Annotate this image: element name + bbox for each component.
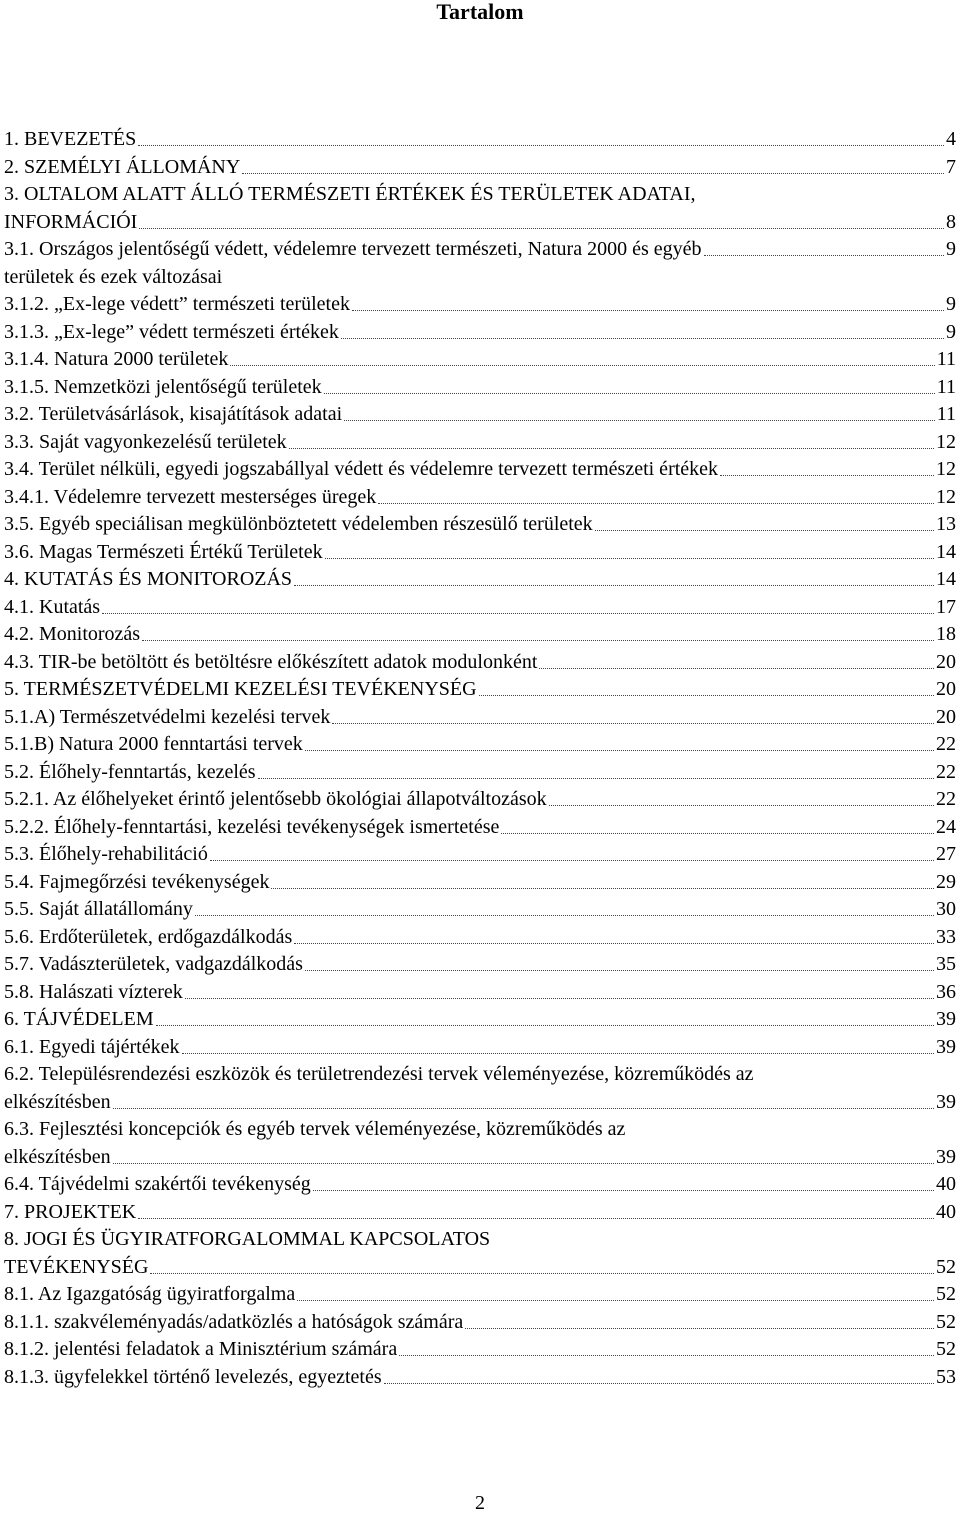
dot-leader xyxy=(138,1218,934,1219)
toc-entry[interactable] xyxy=(4,594,956,622)
toc-entry-title: 3.4.1. Védelemre tervezett mesterséges üregek xyxy=(4,485,377,508)
toc-entry-title: 2. SZEMÉLYI ÁLLOMÁNY xyxy=(4,155,241,178)
toc-entry-title: 3.1.4. Natura 2000 területek xyxy=(4,348,229,370)
toc-entry[interactable] xyxy=(4,1116,956,1171)
toc-entry-page: 39 xyxy=(936,1035,956,1058)
dot-leader xyxy=(242,173,944,174)
dot-leader xyxy=(297,1300,934,1301)
toc-entry-page: 14 xyxy=(936,568,956,590)
dot-leader xyxy=(313,1190,934,1191)
toc-entry-page: 33 xyxy=(936,925,956,948)
toc-entry-title: 8.1.2. jelentési feladatok a Minisztérium számára xyxy=(4,1338,398,1360)
toc-entry[interactable] xyxy=(4,731,956,759)
toc-entry-title: 5.5. Saját állatállomány xyxy=(4,898,193,920)
toc-entry[interactable] xyxy=(4,539,956,567)
dot-leader xyxy=(384,1383,934,1384)
dot-leader xyxy=(549,805,934,806)
toc-entry-title: 8.1.1. szakvéleményadás/adatközlés a hatóságok számára xyxy=(4,1310,464,1333)
toc-entry-title: 4.3. TIR-be betöltött és betöltésre előkészített adatok modulonként xyxy=(4,650,538,673)
toc-entry[interactable] xyxy=(4,704,956,732)
toc-entry-page: 14 xyxy=(936,540,956,563)
toc-entry-page: 20 xyxy=(936,678,956,700)
toc-entry[interactable] xyxy=(4,346,956,374)
dot-leader xyxy=(399,1355,934,1356)
toc-entry[interactable] xyxy=(4,621,956,649)
toc-entry-title-continued: területek és ezek változásai xyxy=(4,265,223,288)
toc-entry-title: 3.1.3. „Ex-lege” védett természeti értékek xyxy=(4,320,339,343)
toc-entry-page: 20 xyxy=(936,650,956,673)
dot-leader xyxy=(142,640,934,641)
toc-entry-page: 18 xyxy=(936,623,956,645)
toc-entry-page: 30 xyxy=(936,898,956,920)
toc-entry-page: 17 xyxy=(936,595,956,618)
toc-entry[interactable] xyxy=(4,429,956,457)
toc-entry-title: 5.4. Fajmegőrzési tevékenységek xyxy=(4,870,270,893)
dot-leader xyxy=(704,255,945,256)
toc-entry[interactable] xyxy=(4,456,956,484)
toc-entry[interactable] xyxy=(4,1171,956,1199)
toc-entry-page: 11 xyxy=(936,375,956,398)
toc-entry-page: 52 xyxy=(936,1310,956,1333)
toc-entry-page: 22 xyxy=(936,788,956,810)
toc-entry[interactable] xyxy=(4,374,956,402)
toc-entry-title: 4. KUTATÁS ÉS MONITOROZÁS xyxy=(4,568,293,590)
toc-entry[interactable] xyxy=(4,1336,956,1364)
toc-entry-page: 24 xyxy=(936,815,956,838)
toc-entry-title: 5.2.1. Az élőhelyeket érintő jelentősebb ökológiai állapotváltozások xyxy=(4,788,547,810)
toc-entry-page: 12 xyxy=(936,485,956,508)
dot-leader xyxy=(501,833,934,834)
dot-leader xyxy=(294,585,934,586)
dot-leader xyxy=(113,1108,934,1109)
dot-leader xyxy=(352,310,944,311)
toc-entry-title: 3.1.5. Nemzetközi jelentőségű területek xyxy=(4,375,322,398)
toc-entry-title: 5.7. Vadászterületek, vadgazdálkodás xyxy=(4,953,303,975)
toc-entry[interactable] xyxy=(4,869,956,897)
toc-entry-title: 8.1.3. ügyfelekkel történő levelezés, egyeztetés xyxy=(4,1365,382,1388)
toc-entry-page: 39 xyxy=(936,1090,956,1113)
toc-entry-title-continued: elkészítésben xyxy=(4,1090,111,1113)
dot-leader xyxy=(185,998,934,999)
toc-entry-page: 22 xyxy=(936,760,956,783)
toc-entry-title: 8. JOGI ÉS ÜGYIRATFORGALOMMAL KAPCSOLATOS xyxy=(4,1228,491,1250)
toc-entry[interactable] xyxy=(4,841,956,869)
toc-entry-page: 20 xyxy=(936,705,956,728)
toc-entry-title: 6.1. Egyedi tájértékek xyxy=(4,1035,180,1058)
dot-leader xyxy=(465,1328,934,1329)
page-title: Tartalom xyxy=(436,0,524,24)
toc-entry-title: 1. BEVEZETÉS xyxy=(4,128,137,150)
toc-entry-title-continued: TEVÉKENYSÉG xyxy=(4,1255,149,1278)
toc-entry-title: 5.2. Élőhely-fenntartás, kezelés xyxy=(4,760,256,783)
toc-entry[interactable] xyxy=(4,676,956,704)
toc-entry-title: 3.6. Magas Természeti Értékű Területek xyxy=(4,540,323,563)
toc-entry-page: 9 xyxy=(946,238,956,260)
toc-entry[interactable] xyxy=(4,566,956,594)
toc-entry-page: 11 xyxy=(936,348,956,370)
toc-entry[interactable] xyxy=(4,1309,956,1337)
dot-leader xyxy=(341,338,944,339)
toc-entry-page: 11 xyxy=(936,403,956,425)
toc-entry-page: 52 xyxy=(936,1255,956,1278)
toc-entry[interactable] xyxy=(4,1281,956,1309)
toc-entry-page: 8 xyxy=(946,210,956,233)
dot-leader xyxy=(195,915,934,916)
toc-entry[interactable] xyxy=(4,181,956,236)
toc-entry-title: 5.1.B) Natura 2000 fenntartási tervek xyxy=(4,733,303,755)
toc-entry[interactable] xyxy=(4,1061,956,1116)
toc-entry-title: 5.8. Halászati vízterek xyxy=(4,980,183,1003)
toc-entry-title: 5.6. Erdőterületek, erdőgazdálkodás xyxy=(4,925,293,948)
dot-leader xyxy=(332,723,934,724)
toc-entry[interactable] xyxy=(4,924,956,952)
table-of-contents xyxy=(4,126,956,1391)
dot-leader xyxy=(271,888,934,889)
toc-entry[interactable] xyxy=(4,1199,956,1227)
toc-entry-title: 3.3. Saját vagyonkezelésű területek xyxy=(4,430,287,453)
toc-entry[interactable] xyxy=(4,759,956,787)
toc-entry-page: 36 xyxy=(936,980,956,1003)
dot-leader xyxy=(138,145,944,146)
toc-entry[interactable] xyxy=(4,319,956,347)
toc-entry[interactable] xyxy=(4,1226,956,1281)
dot-leader xyxy=(289,448,934,449)
dot-leader xyxy=(378,503,934,504)
toc-entry-page: 13 xyxy=(936,513,956,535)
toc-entry-title: 7. PROJEKTEK xyxy=(4,1200,137,1223)
dot-leader xyxy=(344,420,935,421)
toc-entry-page: 35 xyxy=(936,953,956,975)
toc-entry-title: 6.3. Fejlesztési koncepciók és egyéb tervek véleményezése, közreműködés az xyxy=(4,1118,626,1140)
toc-entry[interactable] xyxy=(4,484,956,512)
dot-leader xyxy=(113,1163,934,1164)
toc-entry[interactable] xyxy=(4,126,956,154)
dot-leader xyxy=(102,613,934,614)
dot-leader xyxy=(324,393,935,394)
toc-entry-page: 52 xyxy=(936,1338,956,1360)
toc-entry[interactable] xyxy=(4,154,956,182)
dot-leader xyxy=(150,1273,934,1274)
toc-entry[interactable] xyxy=(4,649,956,677)
toc-entry-page: 9 xyxy=(946,293,956,315)
toc-entry[interactable] xyxy=(4,979,956,1007)
toc-entry[interactable] xyxy=(4,1006,956,1034)
dot-leader xyxy=(325,558,934,559)
toc-entry-title: 5.1.A) Természetvédelmi kezelési tervek xyxy=(4,705,331,728)
dot-leader xyxy=(720,475,934,476)
toc-entry-title: 4.1. Kutatás xyxy=(4,595,101,618)
toc-entry-page: 52 xyxy=(936,1283,956,1305)
dot-leader xyxy=(230,365,934,366)
toc-entry[interactable] xyxy=(4,1364,956,1392)
toc-entry-title: 3. OLTALOM ALATT ÁLLÓ TERMÉSZETI ÉRTÉKEK ÉS TERÜLETEK ADATAI, xyxy=(4,183,696,205)
page-number: 2 xyxy=(475,1492,485,1514)
toc-entry[interactable] xyxy=(4,814,956,842)
toc-entry-title-continued: INFORMÁCIÓI xyxy=(4,210,138,233)
toc-entry-page: 12 xyxy=(936,458,956,480)
toc-entry-title: 5.3. Élőhely-rehabilitáció xyxy=(4,843,208,865)
dot-leader xyxy=(305,750,934,751)
dot-leader xyxy=(595,530,934,531)
dot-leader xyxy=(479,695,934,696)
toc-entry-page: 22 xyxy=(936,733,956,755)
dot-leader xyxy=(539,668,934,669)
toc-entry-page: 39 xyxy=(936,1145,956,1168)
toc-entry-title: 3.1. Országos jelentőségű védett, védelemre tervezett természeti, Natura 2000 és egyéb xyxy=(4,238,702,260)
toc-entry-page: 29 xyxy=(936,870,956,893)
dot-leader xyxy=(305,970,934,971)
toc-entry-title: 6.2. Településrendezési eszközök és területrendezési tervek véleményezése, közreműködés az xyxy=(4,1063,754,1085)
toc-entry-page: 12 xyxy=(936,430,956,453)
toc-entry[interactable] xyxy=(4,511,956,539)
dot-leader xyxy=(258,778,934,779)
toc-entry-title: 6.4. Tájvédelmi szakértői tevékenység xyxy=(4,1173,311,1195)
toc-entry[interactable] xyxy=(4,896,956,924)
toc-entry[interactable] xyxy=(4,786,956,814)
toc-entry-title: 3.5. Egyéb speciálisan megkülönböztetett védelemben részesülő területek xyxy=(4,513,593,535)
toc-entry[interactable] xyxy=(4,401,956,429)
toc-entry-title: 8.1. Az Igazgatóság ügyiratforgalma xyxy=(4,1283,296,1305)
toc-entry-title: 3.2. Területvásárlások, kisajátítások adatai xyxy=(4,403,343,425)
toc-entry-title: 3.4. Terület nélküli, egyedi jogszabállyal védett és védelemre tervezett természeti értékek xyxy=(4,458,719,480)
dot-leader xyxy=(139,228,944,229)
toc-entry-page: 27 xyxy=(936,843,956,865)
toc-entry[interactable] xyxy=(4,951,956,979)
toc-entry-title: 5.2.2. Élőhely-fenntartási, kezelési tevékenységek ismertetése xyxy=(4,815,500,838)
dot-leader xyxy=(294,943,934,944)
toc-entry-title: 4.2. Monitorozás xyxy=(4,623,141,645)
toc-entry-title: 6. TÁJVÉDELEM xyxy=(4,1008,154,1030)
toc-entry[interactable] xyxy=(4,291,956,319)
toc-entry-page: 40 xyxy=(936,1173,956,1195)
dot-leader xyxy=(210,860,934,861)
dot-leader xyxy=(156,1025,934,1026)
toc-entry-page: 39 xyxy=(936,1008,956,1030)
toc-entry-page: 7 xyxy=(946,155,956,178)
toc-entry-page: 53 xyxy=(936,1365,956,1388)
dot-leader xyxy=(182,1053,935,1054)
toc-entry-page: 40 xyxy=(936,1200,956,1223)
toc-entry[interactable] xyxy=(4,236,956,291)
toc-entry-title: 3.1.2. „Ex-lege védett” természeti területek xyxy=(4,293,350,315)
toc-entry[interactable] xyxy=(4,1034,956,1062)
toc-entry-title-continued: elkészítésben xyxy=(4,1145,111,1168)
toc-entry-title: 5. TERMÉSZETVÉDELMI KEZELÉSI TEVÉKENYSÉG xyxy=(4,678,477,700)
toc-entry-page: 4 xyxy=(946,128,956,150)
toc-entry-page: 9 xyxy=(946,320,956,343)
